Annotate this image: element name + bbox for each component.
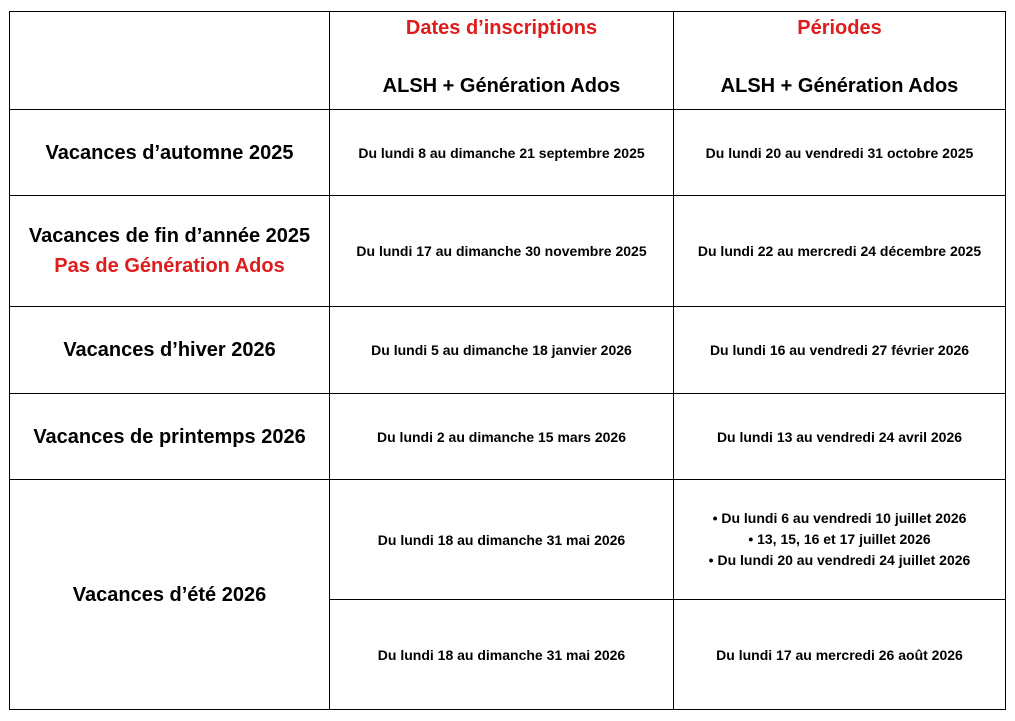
header-inscriptions-title: Dates d’inscriptions (405, 17, 598, 39)
row-label-cell (10, 480, 330, 710)
table-row (10, 110, 1006, 196)
row-label: Vacances d’été 2026 (72, 583, 267, 606)
inscription-dates: Du lundi 18 au dimanche 31 mai 2026 (330, 480, 674, 600)
period-list (674, 508, 1005, 571)
row-label-cell (10, 110, 330, 196)
row-label-cell (10, 394, 330, 480)
list-item: • 13, 15, 16 et 17 juillet 2026 (674, 529, 1005, 550)
header-inscriptions-subtitle: ALSH + Génération Ados (382, 75, 621, 97)
table-row (10, 394, 1006, 480)
header-empty-cell (10, 12, 330, 110)
table-row (10, 307, 1006, 394)
header-row (10, 12, 1006, 110)
period-dates: Du lundi 22 au mercredi 24 décembre 2025 (674, 196, 1006, 307)
period-dates: Du lundi 13 au vendredi 24 avril 2026 (674, 394, 1006, 480)
inscription-dates: Du lundi 8 au dimanche 21 septembre 2025 (330, 110, 674, 196)
list-item: • Du lundi 20 au vendredi 24 juillet 2026 (674, 550, 1005, 571)
table-row (10, 196, 1006, 307)
row-label-cell (10, 307, 330, 394)
period-dates (674, 480, 1006, 600)
row-label-cell (10, 196, 330, 307)
list-item: • Du lundi 6 au vendredi 10 juillet 2026 (674, 508, 1005, 529)
inscription-dates: Du lundi 5 au dimanche 18 janvier 2026 (330, 307, 674, 394)
row-note: Pas de Génération Ados (54, 255, 285, 277)
header-periodes-title: Périodes (797, 17, 882, 39)
header-periodes-subtitle: ALSH + Génération Ados (720, 75, 959, 97)
header-periodes-cell (674, 12, 1006, 110)
row-label: Vacances de fin d’année 2025 (28, 225, 311, 247)
period-dates: Du lundi 20 au vendredi 31 octobre 2025 (674, 110, 1006, 196)
row-label: Vacances de printemps 2026 (33, 425, 306, 448)
inscription-dates: Du lundi 17 au dimanche 30 novembre 2025 (330, 196, 674, 307)
inscription-dates: Du lundi 2 au dimanche 15 mars 2026 (330, 394, 674, 480)
table-row (10, 480, 1006, 600)
row-label: Vacances d’hiver 2026 (63, 339, 276, 361)
row-label: Vacances d’automne 2025 (45, 141, 294, 164)
inscription-dates: Du lundi 18 au dimanche 31 mai 2026 (330, 600, 674, 710)
period-dates: Du lundi 16 au vendredi 27 février 2026 (674, 307, 1006, 394)
period-dates: Du lundi 17 au mercredi 26 août 2026 (674, 600, 1006, 710)
header-inscriptions-cell (330, 12, 674, 110)
schedule-table (9, 11, 1006, 710)
